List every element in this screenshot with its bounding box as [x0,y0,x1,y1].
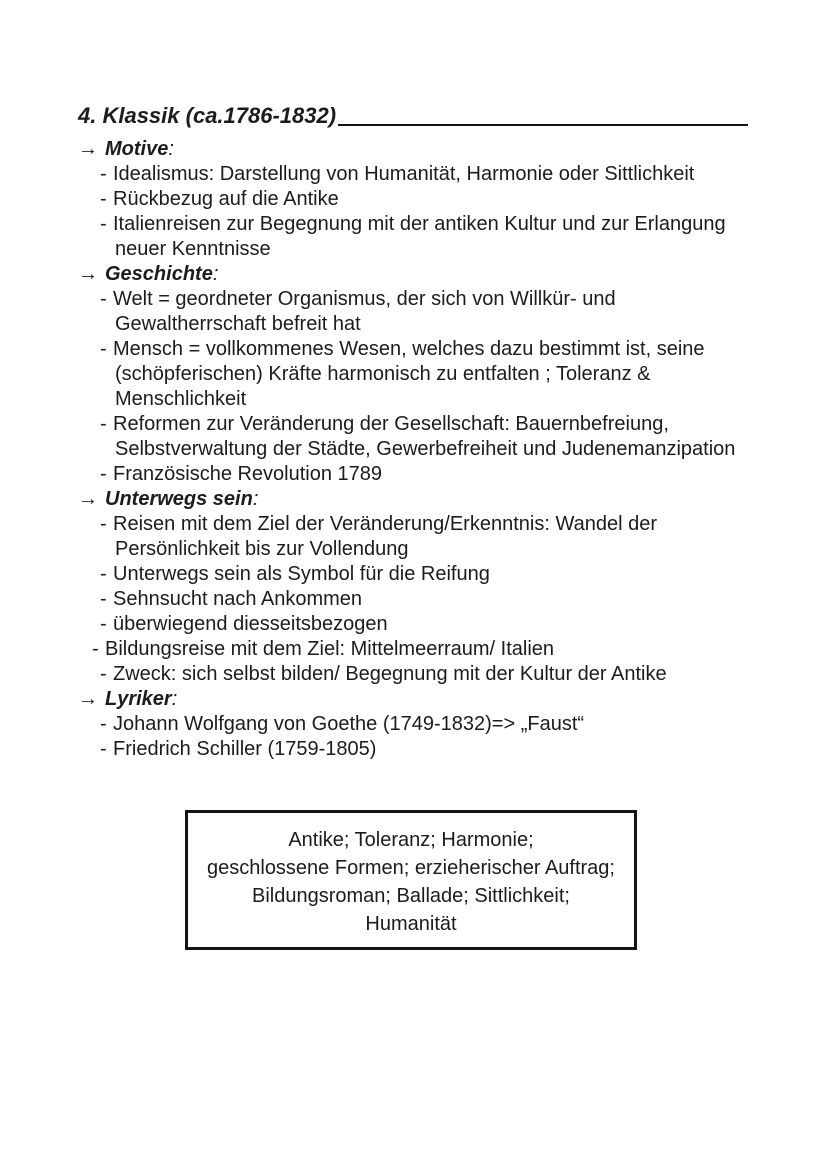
arrow-icon: → [78,138,98,160]
list-item-continuation [78,237,758,262]
list-item-text: Selbstverwaltung der Städte, Gewerbefreiheit und Judenemanzipation [115,438,736,460]
list-item-continuation [78,387,758,412]
dash-icon: - [100,713,107,735]
section-label: Unterwegs sein [105,488,253,510]
arrow-icon: → [78,688,98,710]
list-item-text: Rückbezug auf die Antike [113,188,339,210]
list-item [78,612,758,637]
section-heading-unterwegs-sein [78,487,758,512]
dash-icon: - [100,463,107,485]
list-item-text: Idealismus: Darstellung von Humanität, Harmonie oder Sittlichkeit [113,163,695,185]
section-heading-lyriker [78,687,758,712]
list-item [78,212,758,237]
list-item-text: Persönlichkeit bis zur Vollendung [115,538,409,560]
list-item-text: Reisen mit dem Ziel der Veränderung/Erkenntnis: Wandel der [113,513,657,535]
list-item-continuation [78,437,758,462]
page-title-row [78,103,748,129]
section-colon: : [252,488,259,510]
summary-box-line: Bildungsroman; Ballade; Sittlichkeit; [252,885,570,907]
list-item [78,737,758,762]
section-heading-motive [78,137,758,162]
list-item-text: Menschlichkeit [115,388,247,410]
list-item-text: Zweck: sich selbst bilden/ Begegnung mit der Kultur der Antike [113,663,667,685]
arrow-icon: → [78,263,98,285]
section-colon: : [168,138,174,160]
list-item-text: überwiegend diesseitsbezogen [113,613,388,635]
dash-icon: - [100,213,107,235]
section-label: Geschichte [105,263,213,285]
dash-icon: - [100,563,107,585]
list-item-text: Friedrich Schiller (1759-1805) [113,738,377,760]
list-item [78,187,758,212]
list-item-text: Gewaltherrschaft befreit hat [115,313,361,335]
section-colon: : [171,688,178,710]
list-item [78,412,758,437]
dash-icon: - [100,613,107,635]
arrow-icon: → [78,488,98,510]
summary-box-line: Antike; Toleranz; Harmonie; [288,829,534,851]
list-item [78,512,758,537]
section-label: Lyriker [105,688,172,710]
dash-icon: - [100,588,107,610]
list-item-text: Mensch = vollkommenes Wesen, welches dazu bestimmt ist, seine [113,338,705,360]
title-underline [338,124,748,126]
summary-box-line: geschlossene Formen; erzieherischer Auftrag; [207,857,615,879]
section-colon: : [212,263,219,285]
list-item [78,662,758,687]
dash-icon: - [100,663,107,685]
section-label: Motive [105,138,169,160]
summary-box-line: Humanität [365,913,457,935]
list-item [70,637,758,662]
list-item-text: Reformen zur Veränderung der Gesellschaft: Bauernbefreiung, [113,413,669,435]
page-title: 4. Klassik (ca.1786-1832) [78,103,337,128]
list-item-text: Italienreisen zur Begegnung mit der antiken Kultur und zur Erlangung [113,213,726,235]
dash-icon: - [92,638,99,660]
list-item-text: neuer Kenntnisse [115,238,271,260]
list-item-text: Welt = geordneter Organismus, der sich von Willkür- und [113,288,616,310]
list-item-text: Französische Revolution 1789 [113,463,383,485]
dash-icon: - [100,163,107,185]
summary-box [185,810,637,950]
list-item [78,162,758,187]
dash-icon: - [100,188,107,210]
list-item [78,562,758,587]
section-heading-geschichte [78,262,758,287]
list-item [78,712,758,737]
dash-icon: - [100,338,107,360]
list-item [78,462,758,487]
dash-icon: - [100,738,107,760]
list-item-text: Bildungsreise mit dem Ziel: Mittelmeerraum/ Italien [105,638,555,660]
notes-content [78,137,758,762]
list-item [78,587,758,612]
list-item-continuation [78,537,758,562]
list-item-continuation [78,312,758,337]
list-item-text: (schöpferischen) Kräfte harmonisch zu entfalten ; Toleranz & [115,363,651,385]
list-item [78,287,758,312]
dash-icon: - [100,513,107,535]
list-item-continuation [78,362,758,387]
dash-icon: - [100,288,107,310]
dash-icon: - [100,413,107,435]
list-item [78,337,758,362]
list-item-text: Sehnsucht nach Ankommen [113,588,363,610]
list-item-text: Unterwegs sein als Symbol für die Reifung [113,563,490,585]
list-item-text: Johann Wolfgang von Goethe (1749-1832)=> „Faust“ [113,713,585,735]
